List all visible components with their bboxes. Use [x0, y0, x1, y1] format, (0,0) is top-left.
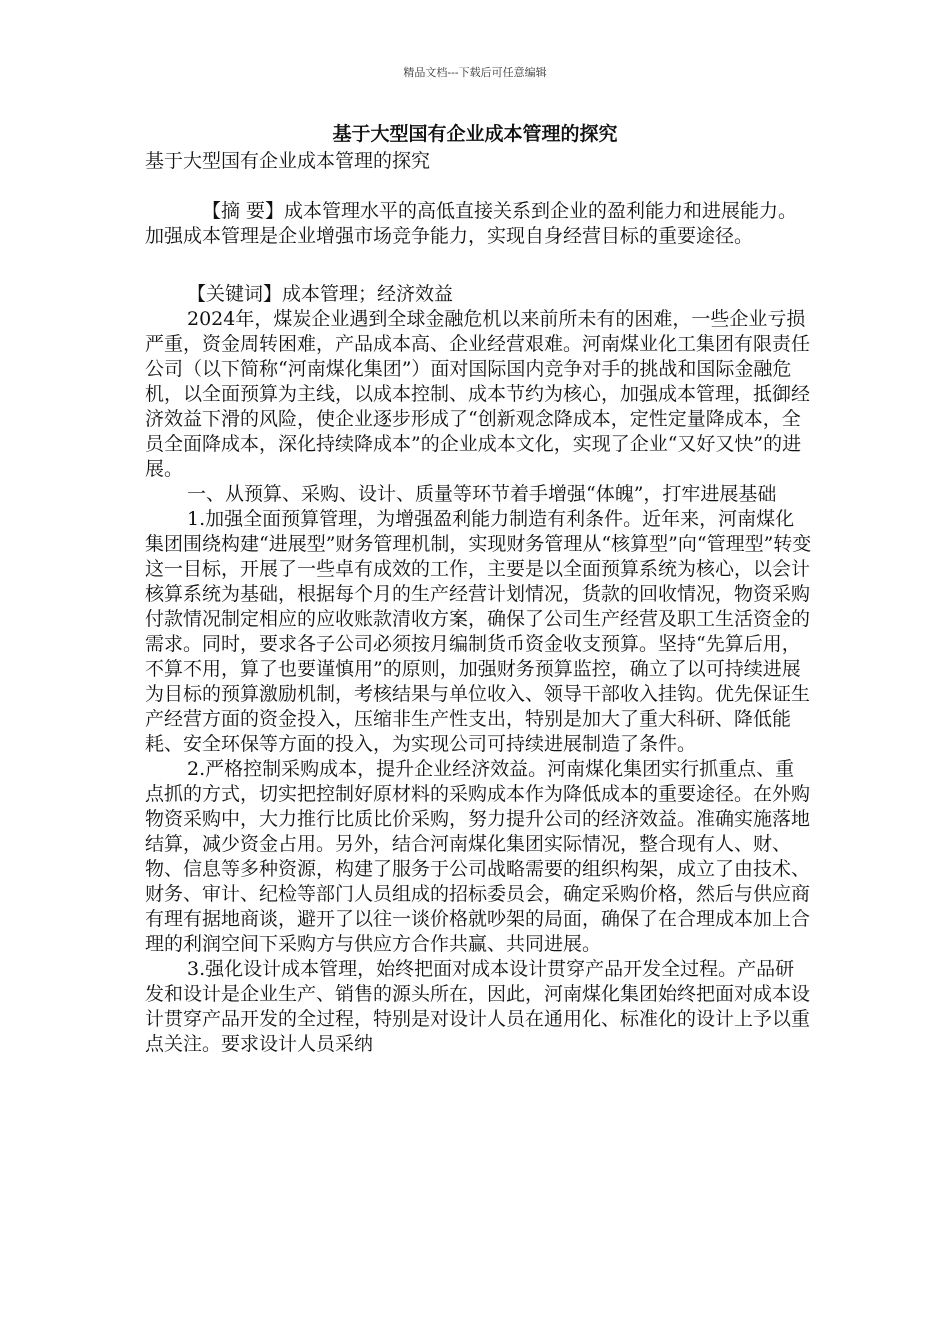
- document-title: 基于大型国有企业成本管理的探究: [332, 123, 618, 145]
- spacer: [145, 249, 813, 282]
- item-paragraph-3: 3.强化设计成本管理，始终把面对成本设计贯穿产品开发全过程。产品研发和设计是企业生产、销售的源头所在，因此，河南煤化集团始终把面对成本设计贯穿产品开发的全过程，特别是对设计人员在通用化、标准化的设计上予以重点关注。要求设计人员采纳: [145, 958, 811, 1055]
- keywords-line: 【关键词】成本管理；经济效益: [187, 283, 454, 305]
- spacer: [145, 174, 813, 199]
- section-heading: 一、从预算、采购、设计、质量等环节着手增强“体魄”，打牢进展基础: [187, 483, 777, 505]
- item-paragraph-2: 2.严格控制采购成本，提升企业经济效益。河南煤化集团实行抓重点、重点抓的方式，切实把控制好原材料的采购成本作为降低成本的重要途径。在外购物资采购中，大力推行比质比价采购，努力提升公司的经济效益。准确实施落地结算，减少资金占用。另外，结合河南煤化集团实际情况，整合现有人、财、物、信息等多种资源，构建了服务于公司战略需要的组织构架，成立了由技术、财务、审计、纪检等部门人员组成的招标委员会，确定采购价格，然后与供应商有理有据地商谈，避开了以往一谈价格就吵架的局面，确保了在合理成本加上合理的利润空间下采购方与供应方合作共赢、共同进展。: [145, 758, 811, 955]
- page-header-note: 精品文档---下载后可任意编辑: [403, 66, 547, 79]
- item-paragraph-1: 1.加强全面预算管理，为增强盈利能力制造有利条件。近年来，河南煤化集团围绕构建“进展型”财务管理机制，实现财务管理从“核算型”向“管理型”转变这一目标，开展了一些卓有成效的工作，主要是以全面预算系统为核心，以会计核算系统为基础，根据每个月的生产经营计划情况，货款的回收情况，物资采购付款情况制定相应的应收账款清收方案，确保了公司生产经营及职工生活资金的需求。同时，要求各子公司必须按月编制货币资金收支预算。坚持“先算后用，不算不用，算了也要谨慎用”的原则，加强财务预算监控，确立了以可持续进展为目标的预算激励机制，考核结果与单位收入、领导干部收入挂钩。优先保证生产经营方面的资金投入，压缩非生产性支出，特别是加大了重大科研、降低能耗、安全环保等方面的投入，为实现公司可持续进展制造了条件。: [145, 508, 812, 755]
- document-body: [145, 149, 813, 1057]
- abstract-paragraph: 【摘 要】成本管理水平的高低直接关系到企业的盈利能力和进展能力。加强成本管理是企业增强市场竞争能力，实现自身经营目标的重要途径。: [145, 200, 798, 247]
- document-subtitle: 基于大型国有企业成本管理的探究: [145, 150, 431, 172]
- intro-paragraph: 2024年，煤炭企业遇到全球金融危机以来前所未有的困难，一些企业亏损严重，资金周转困难，产品成本高、企业经营艰难。河南煤业化工集团有限责任公司（以下简称“河南煤化集团”）面对国际国内竞争对手的挑战和国际金融危机，以全面预算为主线，以成本控制、成本节约为核心，加强成本管理，抵御经济效益下滑的风险，使企业逐步形成了“创新观念降成本，定性定量降成本，全员全面降成本，深化持续降成本”的企业成本文化，实现了企业“又好又快”的进展。: [145, 308, 811, 480]
